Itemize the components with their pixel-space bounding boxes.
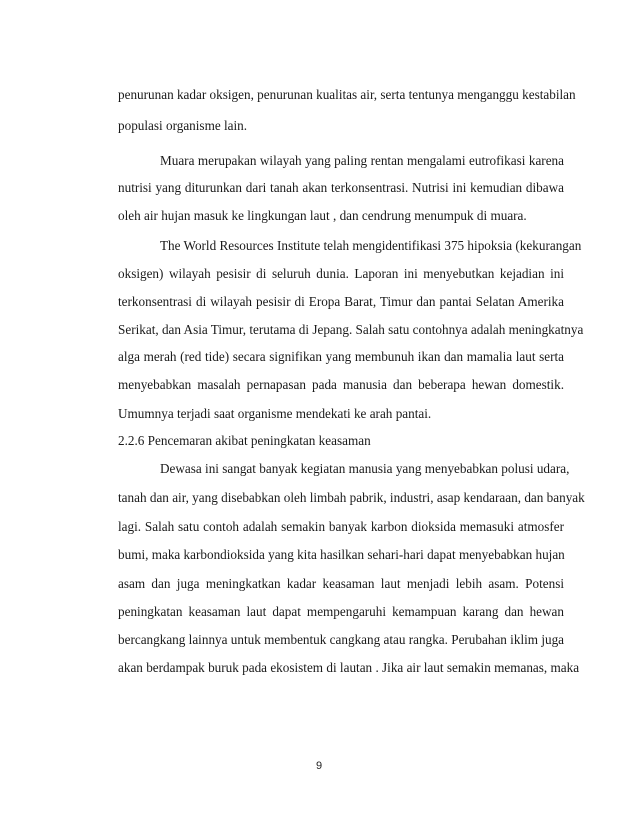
body-text-line: tanah dan air, yang disebabkan oleh limbah pabrik, industri, asap kendaraan, dan banyak	[118, 490, 585, 505]
body-text-line: oksigen) wilayah pesisir di seluruh dunia. Laporan ini menyebutkan kejadian ini	[118, 266, 564, 281]
body-text-line: The World Resources Institute telah mengidentifikasi 375 hipoksia (kekurangan	[160, 238, 582, 253]
body-text-line: terkonsentrasi di wilayah pesisir di Eropa Barat, Timur dan pantai Selatan Amerika	[118, 294, 564, 309]
body-text-line: Serikat, dan Asia Timur, terutama di Jepang. Salah satu contohnya adalah meningkatnya	[118, 322, 584, 337]
body-text-line: oleh air hujan masuk ke lingkungan laut , dan cendrung menumpuk di muara.	[118, 208, 527, 223]
body-text-line: bercangkang lainnya untuk membentuk cangkang atau rangka. Perubahan iklim juga	[118, 632, 565, 647]
page-number: 9	[315, 760, 323, 772]
body-text-line: populasi organisme lain.	[118, 118, 248, 133]
body-text-line: bumi, maka karbondioksida yang kita hasilkan sehari-hari dapat menyebabkan hujan	[118, 547, 565, 562]
body-text-line: asam dan juga meningkatkan kadar keasaman laut menjadi lebih asam. Potensi	[118, 576, 564, 591]
body-text-line: Dewasa ini sangat banyak kegiatan manusia yang menyebabkan polusi udara,	[160, 461, 570, 476]
body-text-line: alga merah (red tide) secara signifikan yang membunuh ikan dan mamalia laut serta	[118, 349, 564, 364]
body-text-line: Umumnya terjadi saat organisme mendekati ke arah pantai.	[118, 406, 432, 421]
section-heading: 2.2.6 Pencemaran akibat peningkatan keasaman	[118, 433, 371, 448]
body-text-line: lagi. Salah satu contoh adalah semakin banyak karbon dioksida memasuki atmosfer	[118, 519, 564, 534]
body-text-line: nutrisi yang diturunkan dari tanah akan terkonsentrasi. Nutrisi ini kemudian dibawa	[118, 180, 564, 195]
body-text-line: peningkatan keasaman laut dapat mempengaruhi kemampuan karang dan hewan	[118, 604, 564, 619]
body-text-line: penurunan kadar oksigen, penurunan kualitas air, serta tentunya menganggu kestabilan	[118, 87, 576, 102]
body-text-line: menyebabkan masalah pernapasan pada manusia dan beberapa hewan domestik.	[118, 377, 564, 392]
body-text-line: akan berdampak buruk pada ekosistem di lautan . Jika air laut semakin memanas, maka	[118, 660, 580, 675]
body-text-line: Muara merupakan wilayah yang paling rentan mengalami eutrofikasi karena	[160, 153, 564, 168]
